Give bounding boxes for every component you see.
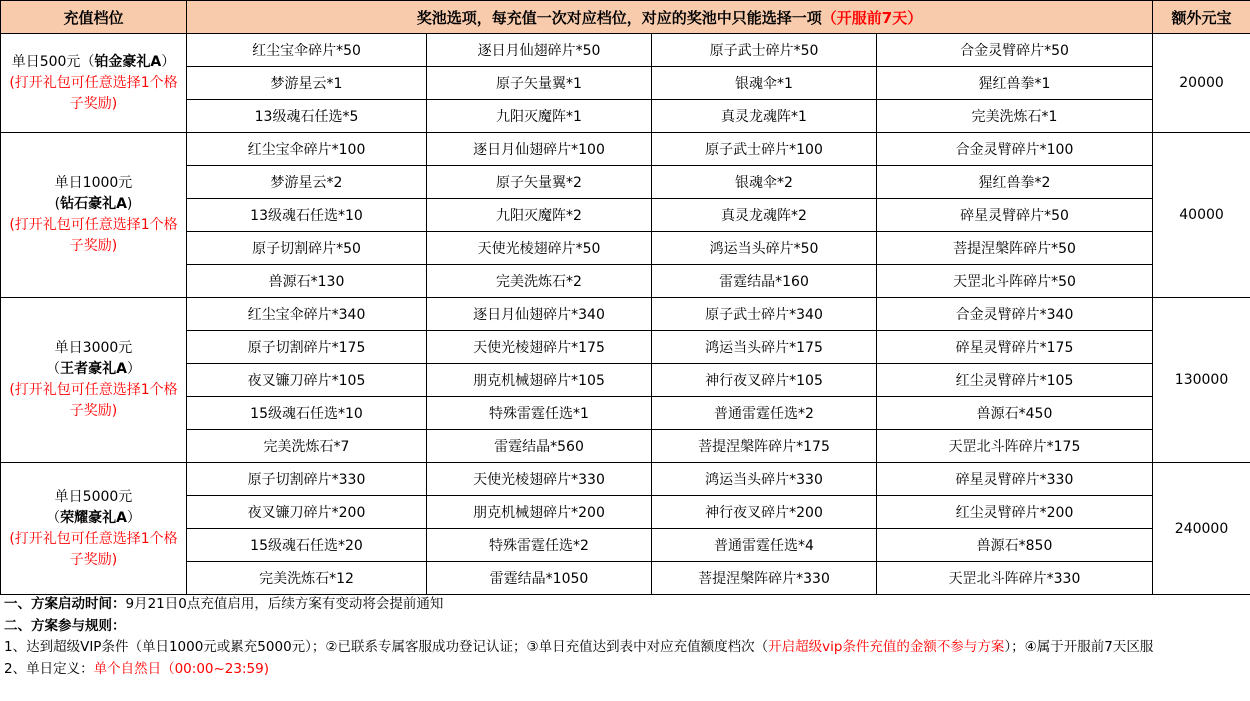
- note-rule-1-text-a: 1、达到超级VIP条件（单日1000元或累充5000元）；②已联系专属客服成功登记认证；③单日充值达到表中对应充值额度档次（: [4, 639, 769, 655]
- extra-ingots-cell: 130000: [1153, 298, 1250, 463]
- reward-cell: 菩提涅槃阵碎片*50: [877, 232, 1153, 265]
- tier-cell: [1, 463, 187, 595]
- table-row: [1, 298, 1250, 331]
- reward-cell: 猩红兽拳*1: [877, 67, 1153, 100]
- table-row: [1, 232, 1250, 265]
- note-rule-2-text: 2、单日定义：: [4, 660, 94, 677]
- reward-cell: 神行夜叉碎片*200: [652, 496, 877, 529]
- reward-cell: 梦游星云*2: [187, 166, 427, 199]
- tier-cell: [1, 34, 187, 133]
- reward-cell: 九阳灭魔阵*2: [427, 199, 652, 232]
- table-row: [1, 67, 1250, 100]
- reward-cell: 红尘宝伞碎片*100: [187, 133, 427, 166]
- reward-cell: 15级魂石任选*20: [187, 529, 427, 562]
- tier-note: (打开礼包可任意选择1个格子奖励): [9, 530, 178, 568]
- tier-name-prefix: （: [46, 361, 61, 377]
- reward-cell: 红尘灵臂碎片*200: [877, 496, 1153, 529]
- header-extra: 额外元宝: [1153, 1, 1250, 34]
- reward-cell: 特殊雷霆任选*2: [427, 529, 652, 562]
- tier-amount: 单日5000元: [54, 488, 133, 505]
- reward-cell: 兽源石*450: [877, 397, 1153, 430]
- tier-amount: 单日500元: [11, 53, 81, 70]
- reward-cell: 真灵龙魂阵*2: [652, 199, 877, 232]
- reward-cell: 原子切割碎片*50: [187, 232, 427, 265]
- reward-cell: 红尘灵臂碎片*105: [877, 364, 1153, 397]
- reward-cell: 碎星灵臂碎片*175: [877, 331, 1153, 364]
- table-row: [1, 34, 1250, 67]
- reward-cell: 梦游星云*1: [187, 67, 427, 100]
- tier-name-line: [1, 194, 186, 215]
- reward-cell: 完美洗炼石*1: [877, 100, 1153, 133]
- extra-ingots-cell: 40000: [1153, 133, 1250, 298]
- reward-cell: 15级魂石任选*10: [187, 397, 427, 430]
- reward-cell: 雷霆结晶*160: [652, 265, 877, 298]
- header-pool-text: 奖池选项，每充值一次对应档位，对应的奖池中只能选择一项: [416, 8, 822, 27]
- reward-cell: 兽源石*130: [187, 265, 427, 298]
- reward-cell: 原子武士碎片*100: [652, 133, 877, 166]
- reward-cell: 原子切割碎片*330: [187, 463, 427, 496]
- tier-note: (打开礼包可任意选择1个格子奖励): [9, 74, 178, 112]
- tier-name-suffix: ）: [126, 361, 141, 377]
- reward-cell: 原子武士碎片*50: [652, 34, 877, 67]
- reward-cell: 逐日月仙翅碎片*340: [427, 298, 652, 331]
- reward-cell: 真灵龙魂阵*1: [652, 100, 877, 133]
- note-start-text: 9月21日0点充值启用，后续方案有变动将会提前通知: [125, 596, 444, 612]
- reward-cell: 原子切割碎片*175: [187, 331, 427, 364]
- tier-note: (打开礼包可任意选择1个格子奖励): [9, 217, 178, 254]
- tier-name: 钻石豪礼A: [60, 196, 127, 212]
- table-row: [1, 364, 1250, 397]
- reward-cell: 猩红兽拳*2: [877, 166, 1153, 199]
- tier-name-prefix: （: [46, 509, 61, 526]
- tier-cell: [1, 133, 187, 298]
- reward-cell: 神行夜叉碎片*105: [652, 364, 877, 397]
- reward-cell: 天罡北斗阵碎片*175: [877, 430, 1153, 463]
- table-row: [1, 166, 1250, 199]
- note-rule-1: [4, 637, 1246, 659]
- reward-cell: 雷霆结晶*1050: [427, 562, 652, 595]
- table-row: [1, 199, 1250, 232]
- reward-cell: 银魂伞*1: [652, 67, 877, 100]
- note-rule-2: [4, 659, 1246, 681]
- reward-cell: 合金灵臂碎片*100: [877, 133, 1153, 166]
- reward-cell: 完美洗炼石*2: [427, 265, 652, 298]
- reward-cell: 完美洗炼石*12: [187, 562, 427, 595]
- note-start-time: [4, 594, 1246, 616]
- note-rules-label: 二、方案参与规则：: [4, 617, 126, 634]
- header-tier: 充值档位: [1, 1, 187, 34]
- reward-cell: 朋克机械翅碎片*200: [427, 496, 652, 529]
- extra-ingots-cell: 20000: [1153, 34, 1250, 133]
- reward-cell: 天使光棱翅碎片*50: [427, 232, 652, 265]
- note-rule-2-red: 单个自然日（00:00~23:59): [93, 660, 269, 677]
- tier-note: (打开礼包可任意选择1个格子奖励): [9, 382, 178, 419]
- reward-cell: 天使光棱翅碎片*175: [427, 331, 652, 364]
- reward-cell: 完美洗炼石*7: [187, 430, 427, 463]
- tier-cell: [1, 298, 187, 463]
- reward-cell: 普通雷霆任选*4: [652, 529, 877, 562]
- reward-cell: 鸿运当头碎片*175: [652, 331, 877, 364]
- reward-cell: 天罡北斗阵碎片*330: [877, 562, 1153, 595]
- extra-ingots-cell: 240000: [1153, 463, 1250, 595]
- reward-cell: 红尘宝伞碎片*50: [187, 34, 427, 67]
- reward-cell: 特殊雷霆任选*1: [427, 397, 652, 430]
- table-row: [1, 133, 1250, 166]
- tier-name-prefix: （: [80, 53, 95, 70]
- tier-name: 荣耀豪礼A: [60, 509, 127, 526]
- header-pool-note: （开服前7天）: [821, 8, 923, 27]
- tier-name-suffix: ): [126, 196, 133, 212]
- tier-name-prefix: (: [54, 196, 61, 212]
- table-row: [1, 397, 1250, 430]
- reward-cell: 鸿运当头碎片*50: [652, 232, 877, 265]
- reward-cell: 13级魂石任选*5: [187, 100, 427, 133]
- table-body: [1, 34, 1250, 595]
- tier-name-suffix: ）: [126, 509, 141, 526]
- header-row: [1, 1, 1250, 34]
- tier-name: 铂金豪礼A: [94, 53, 162, 70]
- table-row: [1, 562, 1250, 595]
- reward-cell: 朋克机械翅碎片*105: [427, 364, 652, 397]
- table-row: [1, 463, 1250, 496]
- tier-amount: 单日3000元: [54, 340, 133, 356]
- note-rule-1-text-b: ）；④属于开服前7天区服: [1004, 639, 1154, 655]
- tier-name-line: [1, 508, 186, 529]
- table-row: [1, 430, 1250, 463]
- reward-cell: 普通雷霆任选*2: [652, 397, 877, 430]
- reward-cell: 夜叉镰刀碎片*200: [187, 496, 427, 529]
- tier-heading-line: [1, 52, 186, 73]
- table-row: [1, 331, 1250, 364]
- reward-cell: 碎星灵臂碎片*330: [877, 463, 1153, 496]
- reward-cell: 天罡北斗阵碎片*50: [877, 265, 1153, 298]
- reward-cell: 原子矢量翼*2: [427, 166, 652, 199]
- reward-cell: 合金灵臂碎片*340: [877, 298, 1153, 331]
- tier-amount: 单日1000元: [54, 175, 133, 191]
- reward-cell: 逐日月仙翅碎片*50: [427, 34, 652, 67]
- tier-name-line: [1, 359, 186, 380]
- reward-cell: 天使光棱翅碎片*330: [427, 463, 652, 496]
- note-start-label: 一、方案启动时间：: [4, 596, 126, 612]
- reward-cell: 原子矢量翼*1: [427, 67, 652, 100]
- reward-cell: 菩提涅槃阵碎片*175: [652, 430, 877, 463]
- table-row: [1, 529, 1250, 562]
- reward-cell: 碎星灵臂碎片*50: [877, 199, 1153, 232]
- table-row: [1, 100, 1250, 133]
- tier-name: 王者豪礼A: [60, 361, 127, 377]
- reward-cell: 九阳灭魔阵*1: [427, 100, 652, 133]
- reward-cell: 13级魂石任选*10: [187, 199, 427, 232]
- reward-cell: 夜叉镰刀碎片*105: [187, 364, 427, 397]
- table-row: [1, 496, 1250, 529]
- reward-cell: 菩提涅槃阵碎片*330: [652, 562, 877, 595]
- reward-cell: 鸿运当头碎片*330: [652, 463, 877, 496]
- reward-cell: 兽源石*850: [877, 529, 1153, 562]
- notes-section: [4, 594, 1246, 680]
- note-rule-1-red: 开启超级vip条件充值的金额不参与方案: [768, 639, 1005, 655]
- reward-cell: 银魂伞*2: [652, 166, 877, 199]
- reward-cell: 合金灵臂碎片*50: [877, 34, 1153, 67]
- header-pool: [187, 1, 1153, 34]
- reward-cell: 雷霆结晶*560: [427, 430, 652, 463]
- tier-name-suffix: ）: [161, 53, 176, 70]
- reward-cell: 原子武士碎片*340: [652, 298, 877, 331]
- table-row: [1, 265, 1250, 298]
- reward-cell: 逐日月仙翅碎片*100: [427, 133, 652, 166]
- reward-cell: 红尘宝伞碎片*340: [187, 298, 427, 331]
